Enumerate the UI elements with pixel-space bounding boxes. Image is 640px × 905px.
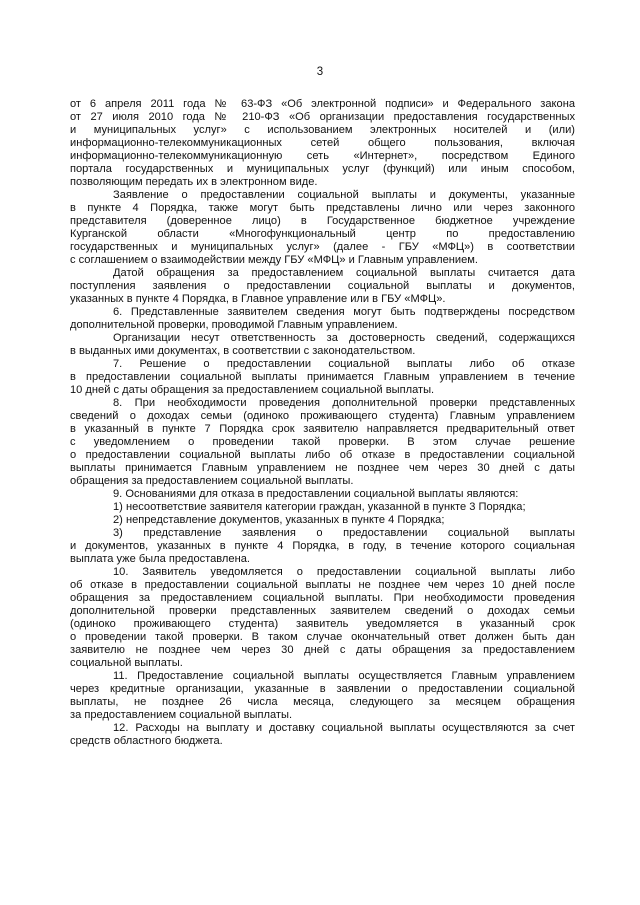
text-line: портала государственных и муниципальных услуг (функций) или иным способом, (70, 163, 575, 175)
paragraph (70, 722, 575, 748)
text-line: выплаты, не позднее 26 числа месяца, следующего за месяцем обращения (70, 696, 575, 708)
text-line: (одиноко проживающего студента) заявитель уведомляется в указанный срок (70, 618, 575, 630)
text-line: с уведомлением о проведении такой проверки. В этом случае решение (70, 436, 575, 448)
text-line: через кредитные организации, указанные в заявлении о предоставлении социальной (70, 683, 575, 695)
text-line: 2) непредставление документов, указанных в пункте 4 Порядка; (113, 514, 445, 526)
text-line: 1) несоответствие заявителя категории граждан, указанной в пункте 3 Порядка; (113, 501, 526, 513)
text-line: позволяющим передать их в электронном виде. (70, 176, 318, 188)
text-line: 10. Заявитель уведомляется о предоставлении социальной выплаты либо (113, 566, 575, 578)
text-line: дополнительной проверки, проводимой Главным управлением. (70, 319, 398, 331)
paragraph (70, 358, 575, 397)
text-line: 11. Предоставление социальной выплаты осуществляется Главным управлением (113, 670, 575, 682)
paragraph (70, 527, 575, 566)
text-line: 10 дней с даты обращения за предоставлением социальной выплаты. (70, 384, 435, 396)
text-line: выплаты принимается Главным управлением не позднее чем через 30 дней с даты (70, 462, 575, 474)
paragraph (70, 189, 575, 267)
text-line: выплата уже была предоставлена. (70, 553, 250, 565)
text-line: 7. Решение о предоставлении социальной выплаты либо об отказе (113, 358, 575, 370)
paragraph (70, 514, 575, 527)
text-line: информационно-телекоммуникационную сеть «Интернет», посредством Единого (70, 150, 575, 162)
text-line: представителя (доверенное лицо) в Государственное бюджетное учреждение (70, 215, 575, 227)
text-line: Организации несут ответственность за достоверность сведений, содержащихся (113, 332, 575, 344)
text-line: в указанный в пункте 7 Порядка срок заявителю направляется предварительный ответ (70, 423, 575, 435)
text-line: о проведении такой проверки. В таком случае окончательный ответ должен быть дан (70, 631, 575, 643)
text-line: в предоставлении социальной выплаты принимается Главным управлением в течение (70, 371, 575, 383)
paragraph (70, 332, 575, 358)
text-line: Курганской области «Многофункциональный центр по предоставлению (70, 228, 575, 240)
text-line: 8. При необходимости проведения дополнительной проверки представленных (113, 397, 575, 409)
text-line: государственных и муниципальных услуг» (далее - ГБУ «МФЦ») в соответствии (70, 241, 575, 253)
text-line: обращения за предоставлением социальной выплаты. При необходимости проведения (70, 592, 575, 604)
text-line: обращения за предоставлением социальной выплаты. (70, 475, 354, 487)
paragraph (70, 566, 575, 670)
page-number: 3 (316, 66, 324, 78)
text-line: в выданных ими документах, в соответствии с законодательством. (70, 345, 416, 357)
text-line: средств областного бюджета. (70, 735, 223, 747)
document-body (70, 98, 575, 748)
text-line: поступления заявления о предоставлении социальной выплаты и документов, (70, 280, 575, 292)
text-line: заявителю не позднее чем через 30 дней с даты обращения за предоставлением (70, 644, 575, 656)
text-line: об отказе в предоставлении социальной выплаты не позднее чем через 10 дней после (70, 579, 575, 591)
paragraph (70, 306, 575, 332)
text-line: 3) представление заявления о предоставлении социальной выплаты (113, 527, 575, 539)
text-line: от 6 апреля 2011 года № 63-ФЗ «Об электронной подписи» и Федерального закона (70, 98, 575, 110)
paragraph (70, 98, 575, 189)
text-line: социальной выплаты. (70, 657, 183, 669)
paragraph (70, 488, 575, 501)
text-line: информационно-телекоммуникационных сетей общего пользования, включая (70, 137, 575, 149)
text-line: и документов, указанных в пункте 4 Порядка, в году, в течение которого социальная (70, 540, 575, 552)
text-line: сведений о доходах семьи (одиноко проживающего студента) Главным управлением (70, 410, 575, 422)
paragraph (70, 501, 575, 514)
paragraph (70, 670, 575, 722)
paragraph (70, 267, 575, 306)
text-line: о предоставлении социальной выплаты либо об отказе в предоставлении социальной (70, 449, 575, 461)
text-line: от 27 июля 2010 года № 210-ФЗ «Об организации предоставления государственных (70, 111, 575, 123)
text-line: Датой обращения за предоставлением социальной выплаты считается дата (113, 267, 575, 279)
text-line: в пункте 4 Порядка, также могут быть представлены лично или через законного (70, 202, 575, 214)
text-line: 12. Расходы на выплату и доставку социальной выплаты осуществляются за счет (113, 722, 575, 734)
paragraph (70, 397, 575, 488)
text-line: дополнительной проверки представленных заявителем сведений о доходах семьи (70, 605, 575, 617)
text-line: за предоставлением социальной выплаты. (70, 709, 293, 721)
text-line: и муниципальных услуг» с использованием электронных носителей и (или) (70, 124, 575, 136)
text-line: 9. Основаниями для отказа в предоставлении социальной выплаты являются: (113, 488, 519, 500)
text-line: 6. Представленные заявителем сведения могут быть подтверждены посредством (113, 306, 575, 318)
text-line: указанных в пункте 4 Порядка, в Главное управление или в ГБУ «МФЦ». (70, 293, 446, 305)
text-line: с соглашением о взаимодействии между ГБУ «МФЦ» и Главным управлением. (70, 254, 478, 266)
text-line: Заявление о предоставлении социальной выплаты и документы, указанные (113, 189, 575, 201)
